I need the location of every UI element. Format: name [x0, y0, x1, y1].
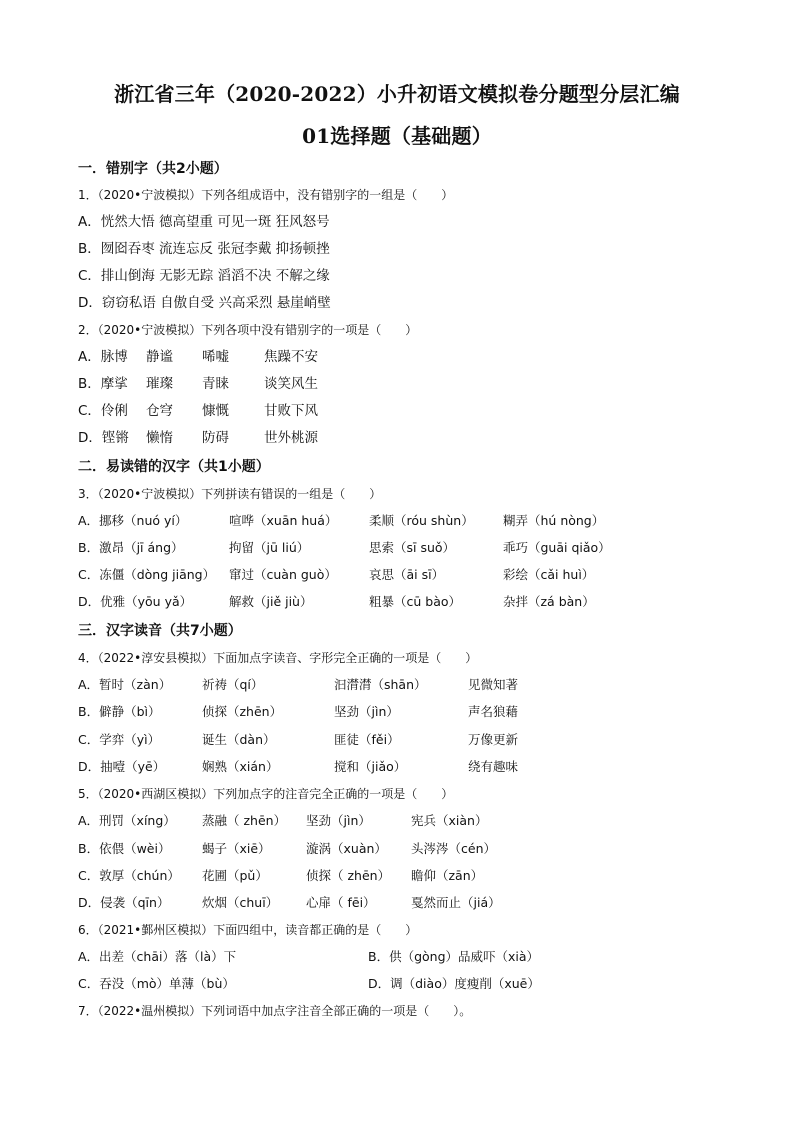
option-cell: 柔顺（róu shùn） [369, 513, 474, 528]
question-stem: 5．（2020•西湖区模拟）下列加点字的注音完全正确的一项是（ ） [78, 787, 454, 801]
question-stem: 6．（2021•鄞州区模拟）下面四组中，读音都正确的是（ ） [78, 923, 418, 937]
option-cell: 坚劲（jìn） [334, 704, 399, 719]
option-cell: 坚劲（jìn） [306, 813, 371, 828]
option-cell: C．吞没（mò）单薄（bù） [78, 976, 235, 991]
question-stem: 7．（2022•温州模拟）下列词语中加点字注音全部正确的一项是（ ）。 [78, 1004, 472, 1018]
option-cell: 甘败下风 [264, 403, 318, 419]
option-cell: 声名狼藉 [468, 704, 519, 719]
option-cell: B．僻静（bì） [78, 704, 161, 719]
option-row: D．窃窃私语 自傲自受 兴高采烈 悬崖峭壁 [78, 295, 331, 311]
option-cell: 祈祷（qí） [202, 677, 264, 692]
option-cell: 防碍 [202, 430, 229, 446]
option-cell: B．激昂（jī áng） [78, 540, 184, 555]
option-cell: 绕有趣味 [468, 759, 519, 774]
option-cell: 懒惰 [146, 430, 173, 446]
question-stem: 1．（2020•宁波模拟）下列各组成语中，没有错别字的一组是（ ） [78, 188, 454, 202]
option-cell: 焦躁不安 [264, 349, 318, 365]
option-cell: 杂拌（zá bàn） [503, 594, 595, 609]
option-cell: C．伶俐 [78, 403, 128, 419]
option-cell: C．敦厚（chún） [78, 868, 180, 883]
option-cell: 戛然而止（jiá） [411, 895, 501, 910]
option-cell: D．优雅（yōu yǎ） [78, 594, 193, 609]
section-heading: 三．汉字读音（共7小题） [78, 623, 242, 639]
option-cell: 炊烟（chuī） [202, 895, 279, 910]
option-cell: D．抽噎（yē） [78, 759, 166, 774]
option-cell: 娴熟（xián） [202, 759, 279, 774]
option-cell: 漩涡（xuàn） [306, 841, 387, 856]
option-cell: 青睐 [202, 376, 229, 392]
option-cell: 蝎子（xiē） [202, 841, 271, 856]
option-cell: 思索（sī suǒ） [369, 540, 456, 555]
option-cell: A．刑罚（xíng） [78, 813, 176, 828]
option-cell: 汩潸潸（shān） [334, 677, 427, 692]
option-cell: D．铿锵 [78, 430, 129, 446]
option-cell: 宪兵（xiàn） [411, 813, 488, 828]
option-cell: C．冻僵（dòng jiāng） [78, 567, 216, 582]
option-cell: 匪徒（fěi） [334, 732, 400, 747]
option-cell: B．依偎（wèi） [78, 841, 171, 856]
option-cell: C．学弈（yì） [78, 732, 161, 747]
option-cell: 唏嘘 [202, 349, 229, 365]
option-cell: 窜过（cuàn guò） [229, 567, 337, 582]
option-cell: 拘留（jū liú） [229, 540, 310, 555]
option-cell: 心扉（ fēi） [306, 895, 376, 910]
option-cell: A．挪移（nuó yí） [78, 513, 188, 528]
option-cell: 搅和（jiǎo） [334, 759, 407, 774]
option-cell: 瞻仰（zān） [411, 868, 484, 883]
option-row: B．囫囵吞枣 流连忘反 张冠李戴 抑扬顿挫 [78, 241, 330, 257]
option-cell: 花圃（pǔ） [202, 868, 268, 883]
option-cell: 谈笑风生 [264, 376, 318, 392]
option-row: A．恍然大悟 德高望重 可见一斑 狂风怒号 [78, 214, 330, 230]
option-cell: 喧哗（xuān huá） [229, 513, 338, 528]
section-heading: 一．错别字（共2小题） [78, 161, 228, 177]
option-cell: 见微知著 [468, 677, 519, 692]
option-cell: 慷慨 [202, 403, 229, 419]
option-cell: 乖巧（guāi qiǎo） [503, 540, 611, 555]
document-title: 浙江省三年（2020-2022）小升初语文模拟卷分题型分层汇编 [114, 82, 680, 106]
option-cell: 静谧 [146, 349, 173, 365]
option-cell: A．出差（chāi）落（là）下 [78, 949, 237, 964]
option-cell: B．摩挲 [78, 376, 128, 392]
option-cell: 粗暴（cū bào） [369, 594, 462, 609]
option-cell: 世外桃源 [264, 430, 318, 446]
option-cell: D．侵袭（qīn） [78, 895, 170, 910]
question-stem: 3．（2020•宁波模拟）下列拼读有错误的一组是（ ） [78, 487, 382, 501]
option-cell: 解救（jiě jiù） [229, 594, 313, 609]
option-cell: 侦探（ zhēn） [306, 868, 391, 883]
option-cell: 诞生（dàn） [202, 732, 276, 747]
question-stem: 2．（2020•宁波模拟）下列各项中没有错别字的一项是（ ） [78, 323, 418, 337]
option-cell: D．调（diào）度瘦削（xuē） [368, 976, 540, 991]
option-cell: A．暂时（zàn） [78, 677, 172, 692]
option-cell: 侦探（zhēn） [202, 704, 283, 719]
option-cell: 璀璨 [146, 376, 173, 392]
option-cell: 糊弄（hú nòng） [503, 513, 605, 528]
section-heading: 二．易读错的汉字（共1小题） [78, 459, 270, 475]
option-cell: 哀思（āi sī） [369, 567, 445, 582]
question-stem: 4．（2022•淳安县模拟）下面加点字读音、字形完全正确的一项是（ ） [78, 651, 478, 665]
option-cell: 万像更新 [468, 732, 519, 747]
option-cell: 彩绘（cǎi huì） [503, 567, 595, 582]
option-cell: 仓穹 [146, 403, 173, 419]
option-cell: B．供（gòng）品威吓（xià） [368, 949, 540, 964]
document-subtitle: 01选择题（基础题） [302, 124, 492, 148]
option-cell: 头涔涔（cén） [411, 841, 496, 856]
option-cell: 蒸融（ zhēn） [202, 813, 287, 828]
option-row: C．排山倒海 无影无踪 滔滔不决 不解之缘 [78, 268, 330, 284]
option-cell: A．脉博 [78, 349, 128, 365]
